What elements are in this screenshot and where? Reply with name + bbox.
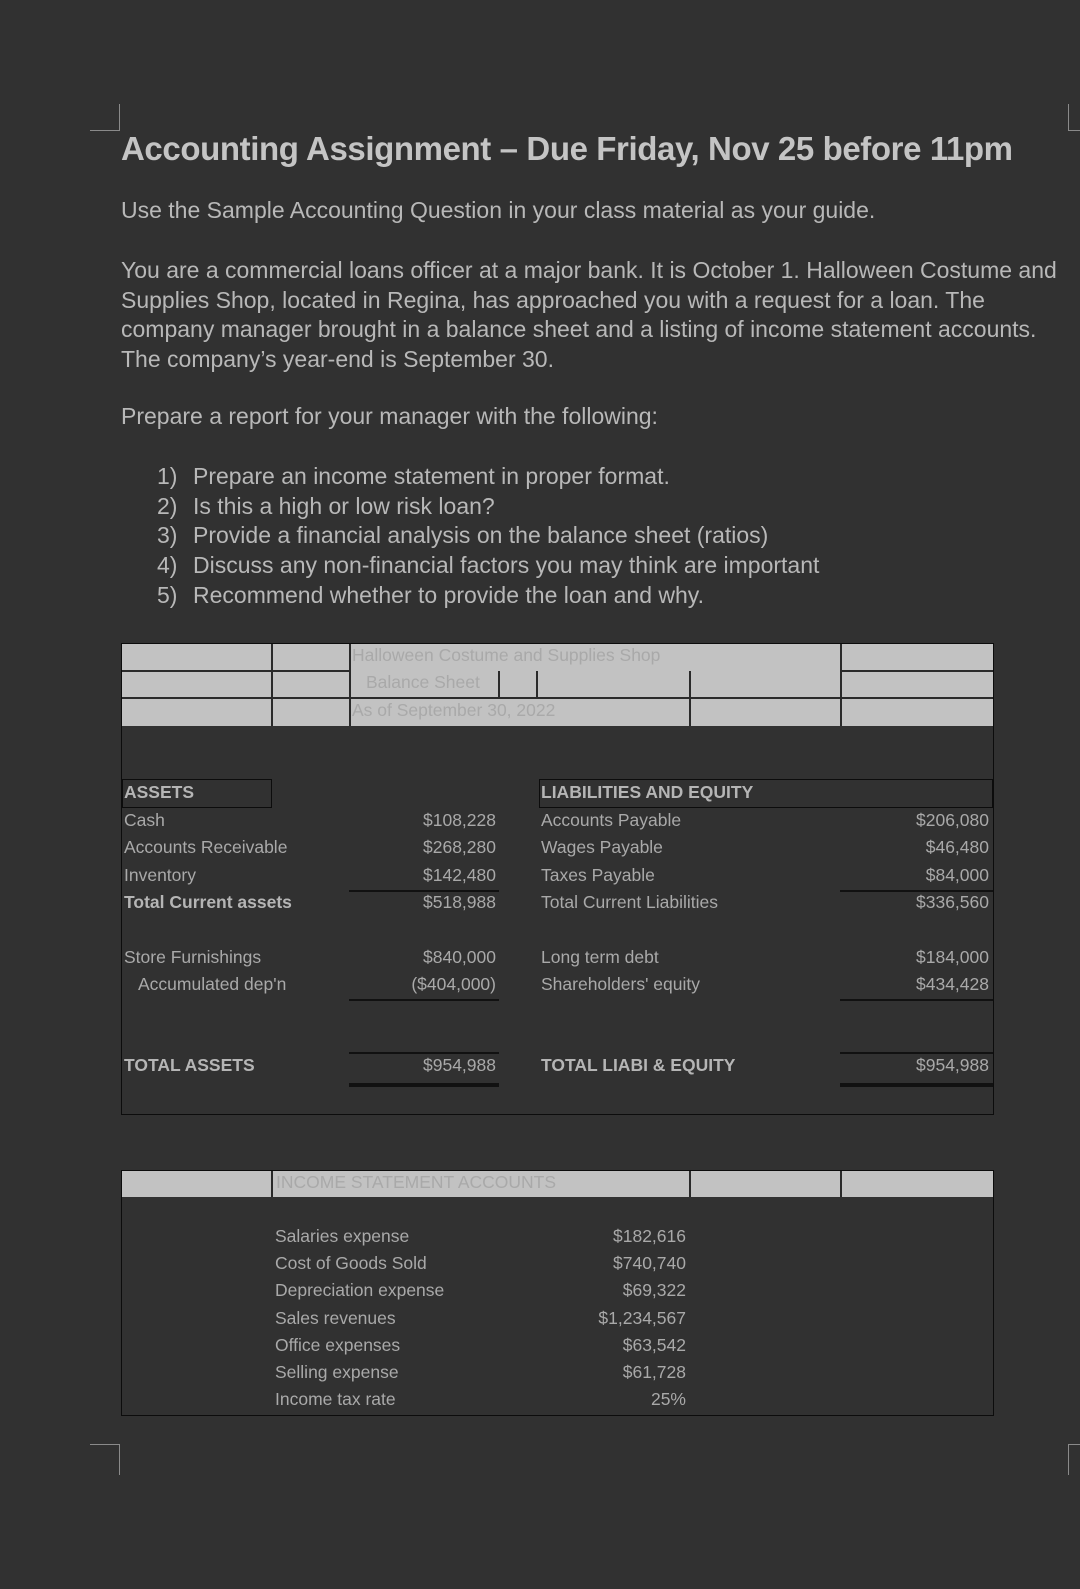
asset-value: $954,988 bbox=[423, 1055, 496, 1075]
income-value: $182,616 bbox=[613, 1226, 686, 1246]
liability-value: $954,988 bbox=[916, 1055, 989, 1075]
grid-line bbox=[689, 671, 691, 726]
statement-name: Balance Sheet bbox=[366, 672, 480, 692]
scenario-paragraph: You are a commercial loans officer at a major bank. It is October 1. Halloween Costume and Supplies Shop, located in Regina, has approached you with a request for a loan. The company manager brought in a balance sheet and a listing of income statement accounts. The company’s year-end is September 30. bbox=[121, 257, 1057, 373]
grid-line bbox=[122, 670, 350, 672]
asset-value: ($404,000) bbox=[411, 974, 496, 994]
asset-value: $840,000 bbox=[423, 947, 496, 967]
liability-value: $336,560 bbox=[916, 892, 989, 912]
page-corner-mark bbox=[1068, 104, 1080, 131]
grid-line bbox=[271, 644, 273, 726]
asset-label: Total Current assets bbox=[124, 892, 292, 912]
grid-line bbox=[840, 1171, 842, 1197]
income-label: Income tax rate bbox=[275, 1389, 396, 1409]
subtotal-rule bbox=[349, 999, 499, 1001]
asset-value: $268,280 bbox=[423, 837, 496, 857]
page-corner-mark bbox=[90, 1444, 120, 1475]
income-value: $63,542 bbox=[622, 1335, 686, 1355]
liability-label: TOTAL LIABI & EQUITY bbox=[541, 1055, 736, 1075]
liability-value: $46,480 bbox=[925, 837, 989, 857]
list-item: 5) Recommend whether to provide the loan and why. bbox=[157, 581, 704, 608]
liability-label: Wages Payable bbox=[541, 837, 663, 857]
income-header-band bbox=[122, 1171, 993, 1197]
liability-label: Total Current Liabilities bbox=[541, 892, 719, 912]
income-label: Selling expense bbox=[275, 1362, 399, 1382]
assets-header: ASSETS bbox=[124, 782, 195, 802]
total-rule bbox=[840, 1052, 993, 1054]
income-header: INCOME STATEMENT ACCOUNTS bbox=[276, 1172, 557, 1192]
statement-date: As of September 30, 2022 bbox=[352, 700, 556, 720]
liability-value: $184,000 bbox=[916, 947, 989, 967]
asset-value: $518,988 bbox=[423, 892, 496, 912]
page-corner-mark bbox=[90, 104, 120, 131]
asset-label: Cash bbox=[124, 810, 165, 830]
grid-line bbox=[350, 697, 993, 699]
total-rule bbox=[349, 1052, 499, 1054]
asset-value: $142,480 bbox=[423, 865, 496, 885]
double-underline bbox=[349, 1083, 499, 1087]
grid-line bbox=[498, 671, 500, 697]
grid-line bbox=[122, 697, 350, 699]
task-list bbox=[157, 462, 819, 611]
asset-label: Store Furnishings bbox=[124, 947, 262, 967]
subtotal-rule bbox=[840, 999, 993, 1001]
income-value: 25% bbox=[650, 1389, 686, 1409]
income-label: Depreciation expense bbox=[275, 1280, 445, 1300]
liability-label: Taxes Payable bbox=[541, 865, 655, 885]
liability-value: $434,428 bbox=[916, 974, 989, 994]
grid-line bbox=[349, 644, 351, 726]
grid-line bbox=[271, 1171, 273, 1197]
income-label: Sales revenues bbox=[275, 1308, 396, 1328]
income-value: $740,740 bbox=[613, 1253, 686, 1273]
list-item: 1) Prepare an income statement in proper format. bbox=[157, 463, 670, 489]
liabilities-header: LIABILITIES AND EQUITY bbox=[541, 782, 754, 802]
grid-line bbox=[689, 1171, 691, 1197]
list-item: 4) Discuss any non-financial factors you may think are important bbox=[157, 552, 820, 579]
liability-value: $84,000 bbox=[925, 865, 989, 885]
list-item: 2) Is this a high or low risk loan? bbox=[157, 492, 495, 519]
prompt-paragraph: Prepare a report for your manager with the following: bbox=[121, 403, 658, 429]
asset-label: Accounts Receivable bbox=[124, 837, 288, 857]
asset-label: Inventory bbox=[124, 865, 196, 885]
asset-value: $108,228 bbox=[423, 810, 496, 830]
income-value: $1,234,567 bbox=[598, 1308, 686, 1328]
page-corner-mark bbox=[1068, 1444, 1080, 1475]
liability-value: $206,080 bbox=[916, 810, 989, 830]
liability-label: Accounts Payable bbox=[541, 810, 682, 830]
income-label: Office expenses bbox=[275, 1335, 401, 1355]
company-name: Halloween Costume and Supplies Shop bbox=[352, 645, 661, 665]
grid-line bbox=[840, 644, 842, 726]
guide-paragraph: Use the Sample Accounting Question in your class material as your guide. bbox=[121, 197, 876, 223]
liability-label: Shareholders' equity bbox=[541, 974, 700, 994]
asset-label: Accumulated dep'n bbox=[138, 974, 287, 994]
income-label: Cost of Goods Sold bbox=[275, 1253, 427, 1273]
page-title: Accounting Assignment – Due Friday, Nov 25 before 11pm bbox=[121, 130, 1013, 167]
asset-label: TOTAL ASSETS bbox=[124, 1055, 255, 1075]
double-underline bbox=[840, 1083, 993, 1087]
income-value: $61,728 bbox=[622, 1362, 686, 1382]
grid-line bbox=[536, 671, 538, 697]
income-label: Salaries expense bbox=[275, 1226, 410, 1246]
liability-label: Long term debt bbox=[541, 947, 659, 967]
income-value: $69,322 bbox=[622, 1280, 686, 1300]
list-item: 3) Provide a financial analysis on the balance sheet (ratios) bbox=[157, 522, 769, 549]
grid-line bbox=[841, 670, 993, 672]
